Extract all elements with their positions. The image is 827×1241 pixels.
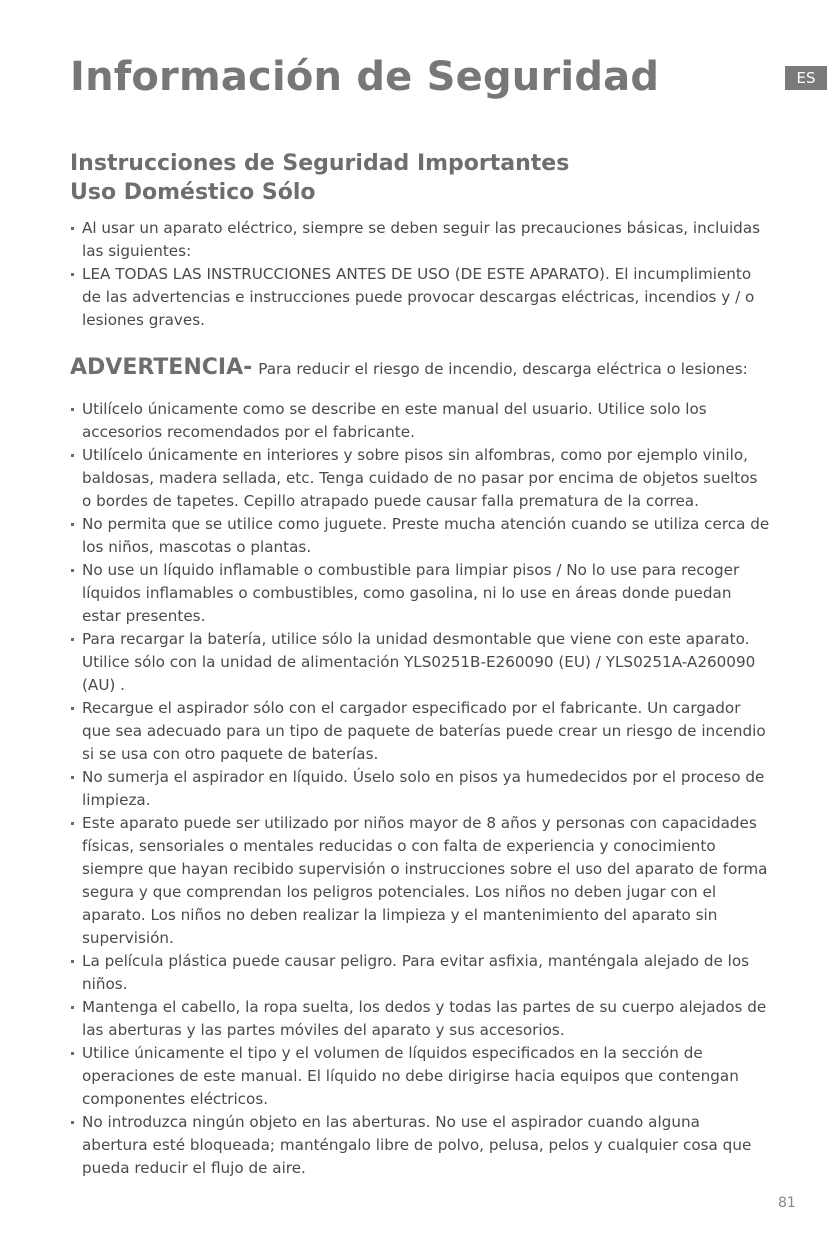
language-tab: ES (785, 66, 827, 90)
list-item: La película plástica puede causar peligro. Para evitar asfixia, manténgala alejado de los niños. (70, 950, 770, 996)
list-item: Al usar un aparato eléctrico, siempre se deben seguir las precauciones básicas, incluidas las siguientes: (70, 217, 770, 263)
section-heading-line-2: Uso Doméstico Sólo (70, 180, 316, 205)
page-title: Información de Seguridad (70, 54, 660, 100)
list-item: Utilícelo únicamente en interiores y sobre pisos sin alfombras, como por ejemplo vinilo, baldosas, madera sellada, etc. Tenga cuidado de no pasar por encima de objetos sueltos o bordes de tapetes. Cepillo atrapado puede causar falla prematura de la correa. (70, 444, 770, 513)
list-item: No use un líquido inflamable o combustible para limpiar pisos / No lo use para recoger líquidos inflamables o combustibles, como gasolina, ni lo use en áreas donde puedan estar presentes. (70, 559, 770, 628)
list-item: Mantenga el cabello, la ropa suelta, los dedos y todas las partes de su cuerpo alejados de las aberturas y las partes móviles del aparato y sus accesorios. (70, 996, 770, 1042)
warning-label: ADVERTENCIA- (70, 355, 253, 380)
list-item: Para recargar la batería, utilice sólo la unidad desmontable que viene con este aparato. Utilice sólo con la unidad de alimentación YLS0251B-E260090 (EU) / YLS0251A-A260090 (AU) . (70, 628, 770, 697)
list-item: Recargue el aspirador sólo con el cargador especificado por el fabricante. Un cargador que sea adecuado para un tipo de paquete de baterías puede crear un riesgo de incendio si se usa con otro paquete de baterías. (70, 697, 770, 766)
list-item: LEA TODAS LAS INSTRUCCIONES ANTES DE USO (DE ESTE APARATO). El incumplimiento de las advertencias e instrucciones puede provocar descargas eléctricas, incendios y / o lesiones graves. (70, 263, 770, 332)
section-heading (70, 149, 569, 207)
intro-list (70, 217, 770, 332)
list-item: Utilícelo únicamente como se describe en este manual del usuario. Utilice solo los accesorios recomendados por el fabricante. (70, 398, 770, 444)
list-item: No sumerja el aspirador en líquido. Úselo solo en pisos ya humedecidos por el proceso de limpieza. (70, 766, 770, 812)
page-number: 81 (778, 1195, 796, 1211)
list-item: Utilice únicamente el tipo y el volumen de líquidos especificados en la sección de operaciones de este manual. El líquido no debe dirigirse hacia equipos que contengan componentes eléctricos. (70, 1042, 770, 1111)
list-item: Este aparato puede ser utilizado por niños mayor de 8 años y personas con capacidades físicas, sensoriales o mentales reducidas o con falta de experiencia y conocimiento siempre que hayan recibido supervisión o instrucciones sobre el uso del aparato de forma segura y que comprendan los peligros potenciales. Los niños no deben jugar con el aparato. Los niños no deben realizar la limpieza y el mantenimiento del aparato sin supervisión. (70, 812, 770, 950)
warning-text: Para reducir el riesgo de incendio, descarga eléctrica o lesiones: (258, 360, 748, 378)
warning-list (70, 398, 770, 1180)
warning-header (70, 355, 748, 380)
section-heading-line-1: Instrucciones de Seguridad Importantes (70, 151, 570, 176)
list-item: No permita que se utilice como juguete. Preste mucha atención cuando se utiliza cerca de los niños, mascotas o plantas. (70, 513, 770, 559)
list-item: No introduzca ningún objeto en las aberturas. No use el aspirador cuando alguna abertura esté bloqueada; manténgalo libre de polvo, pelusa, pelos y cualquier cosa que pueda reducir el flujo de aire. (70, 1111, 770, 1180)
